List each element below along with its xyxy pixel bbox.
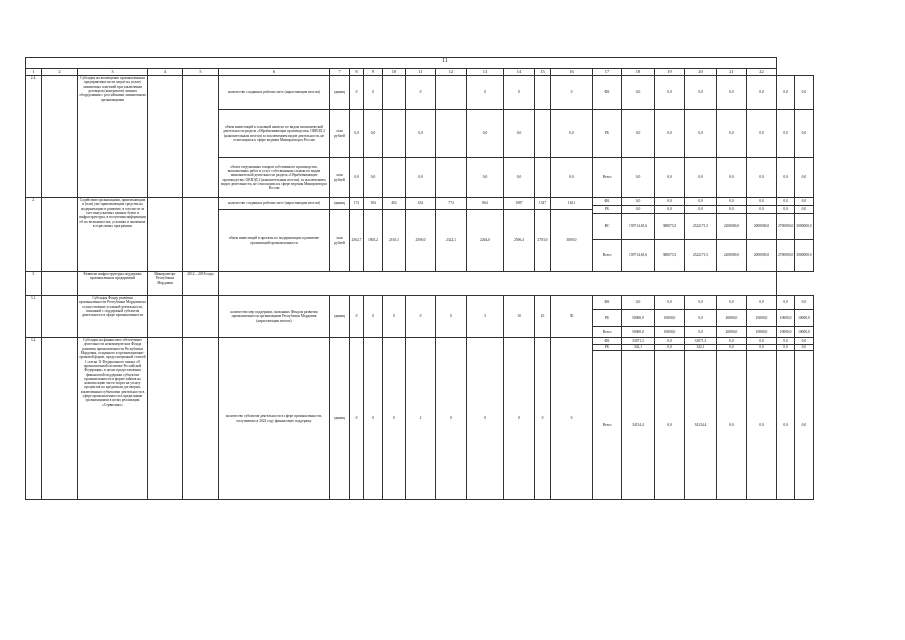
indicator-name: объем инвестиций в проекты по модернизации и развитию организаций промышленности [219, 210, 330, 272]
funding-amount: 0,0 [777, 351, 795, 500]
indicator-value: 0 [504, 338, 535, 500]
indicator-name: количество созданных рабочих мест (нарастающим итогом) [219, 76, 330, 110]
period [183, 296, 219, 338]
indicator-value: 0 [364, 76, 383, 110]
indicator-value [535, 158, 551, 198]
executor [148, 338, 183, 500]
funding-amount: 33071,3 [685, 338, 717, 345]
funding-amount: 0,0 [622, 206, 655, 214]
indicator-value: 1547 [535, 198, 551, 210]
indicator-value: 2703,0 [535, 210, 551, 272]
funding-amount: 0,0 [717, 338, 747, 345]
indicator-value: 0,0 [504, 110, 535, 158]
funding-source: ФБ [593, 338, 622, 345]
funding-amount: 0,0 [747, 338, 777, 345]
funding-amount: 0,0 [685, 110, 717, 158]
indicator-value [383, 110, 406, 158]
funding-amount: 0,0 [685, 327, 717, 338]
indicator-value: 1087 [504, 198, 535, 210]
funding-amount: 0,0 [717, 110, 747, 158]
column-number: 10 [383, 69, 406, 76]
executor [148, 198, 183, 272]
indicator-value: 0,0 [364, 110, 383, 158]
indicator-unit: млн рублей [330, 158, 350, 198]
funding-source: ВС [593, 214, 622, 240]
funding-source: Всего [593, 158, 622, 198]
indicator-value: 0 [406, 296, 436, 338]
funding-source: Всего [593, 240, 622, 272]
column-number: 9 [364, 69, 383, 76]
funding-amount: 0,0 [655, 206, 685, 214]
table-row [26, 296, 814, 310]
funding-amount: 2200000,0 [717, 240, 747, 272]
funding-amount: 0,0 [777, 76, 795, 110]
funding-amount: 0,0 [747, 158, 777, 198]
section-number: 3.2. [26, 338, 42, 500]
funding-source: ФБ [593, 198, 622, 206]
funding-amount: 0,0 [622, 198, 655, 206]
indicator-value: 3000,0 [551, 210, 593, 272]
funding-amount: 159714,65,6 [622, 214, 655, 240]
empty-cell [42, 272, 78, 296]
indicator-name: количество субъектов деятельности в сфере промышленности, получивших в 2022 году финансовую поддержку [219, 338, 330, 500]
funding-amount: 388073,5 [655, 240, 685, 272]
indicator-value: 0 [551, 338, 593, 500]
indicator-value: 0 [551, 76, 593, 110]
indicator-value: 0 [383, 296, 406, 338]
indicator-value: 2506,4 [504, 210, 535, 272]
section-number: 3.1. [26, 296, 42, 338]
indicator-value: 402 [383, 198, 406, 210]
funding-amount: 10000,0 [777, 327, 795, 338]
funding-amount: 2322171,5 [685, 214, 717, 240]
funding-source: РБ [593, 345, 622, 351]
funding-amount: 0,0 [717, 198, 747, 206]
funding-amount: 3000000,0 [795, 214, 813, 240]
funding-amount: 0,0 [622, 76, 655, 110]
funding-amount: 0,0 [777, 198, 795, 206]
indicator-value: 1803,2 [364, 210, 383, 272]
indicator-value: 2506,0 [406, 210, 436, 272]
period [183, 76, 219, 198]
indicator-value: 0,0 [406, 158, 436, 198]
empty-cell [42, 338, 78, 500]
funding-amount: 0,0 [717, 158, 747, 198]
funding-amount: 159714,65,6 [622, 240, 655, 272]
indicator-value: 0 [364, 296, 383, 338]
funding-amount: 0,0 [685, 310, 717, 327]
column-number: 6 [219, 69, 330, 76]
program-table [25, 57, 814, 500]
funding-amount: 0,0 [777, 110, 795, 158]
program-table-sheet [25, 57, 814, 500]
funding-amount: 0,0 [655, 296, 685, 310]
funding-amount: 2322171,5 [685, 240, 717, 272]
funding-amount: 0,0 [795, 338, 813, 345]
funding-amount: 0,0 [795, 76, 813, 110]
indicator-unit: единиц [330, 338, 350, 500]
section-number: 2.4. [26, 76, 42, 198]
column-number: 18 [622, 69, 655, 76]
indicator-value [535, 110, 551, 158]
indicator-value [535, 76, 551, 110]
column-number: 22 [747, 69, 777, 76]
funding-amount: 10000,0 [747, 310, 777, 327]
funding-amount: 0,0 [655, 76, 685, 110]
funding-amount: 0,0 [795, 296, 813, 310]
column-number: 12 [436, 69, 467, 76]
funding-amount: 50000,0 [622, 310, 655, 327]
funding-amount: 0,0 [717, 206, 747, 214]
funding-amount: 2000000,0 [747, 214, 777, 240]
empty-cell [219, 272, 777, 296]
page-header-row [26, 58, 814, 69]
funding-amount: 0,0 [685, 296, 717, 310]
indicator-value: 0 [467, 338, 504, 500]
funding-source: Всего [593, 351, 622, 500]
funding-amount: 0,0 [685, 158, 717, 198]
period [183, 338, 219, 500]
period [183, 198, 219, 272]
funding-amount: 0,0 [795, 351, 813, 500]
funding-amount: 0,0 [795, 110, 813, 158]
funding-amount: 0,0 [777, 158, 795, 198]
funding-source: ФБ [593, 296, 622, 310]
indicator-value: 2322,1 [436, 210, 467, 272]
indicator-unit: млн рублей [330, 210, 350, 272]
indicator-value: 2165,1 [383, 210, 406, 272]
executor [148, 76, 183, 198]
funding-amount: 33071,3 [622, 338, 655, 345]
funding-amount: 0,0 [777, 345, 795, 351]
indicator-value: 0,0 [350, 110, 364, 158]
page-header-cell [26, 58, 777, 69]
funding-amount: 0,0 [795, 158, 813, 198]
indicator-value: 864 [467, 198, 504, 210]
column-number: 8 [350, 69, 364, 76]
indicator-value: 0 [406, 76, 436, 110]
column-number: 15 [535, 69, 551, 76]
funding-source: ФБ [593, 76, 622, 110]
indicator-value: 0,0 [467, 158, 504, 198]
indicator-value [436, 110, 467, 158]
indicator-name: количество мер поддержки, оказанных Фондом развития промышленности организациям Республики Мордовия (нарастающим итогом) [219, 296, 330, 338]
column-number: 14 [504, 69, 535, 76]
indicator-name: объем инвестиций в основной капитал по видам экономической деятельности раздела «Обрабатывающие производства» ОКВЭД 2 (накопительным итогом) за исключением видов деятельности, не относящихся к сфере ведения Минпромторга России [219, 110, 330, 158]
indicator-value: 10 [535, 296, 551, 338]
column-number: 21 [717, 69, 747, 76]
funding-amount: 0,0 [622, 110, 655, 158]
funding-amount: 10000,0 [795, 327, 813, 338]
indicator-unit: единиц [330, 198, 350, 210]
indicator-value: 0,0 [504, 158, 535, 198]
indicator-value: 184 [364, 198, 383, 210]
indicator-value: 0 [350, 338, 364, 500]
indicator-value: 0,0 [406, 110, 436, 158]
funding-amount: 0,0 [777, 296, 795, 310]
indicator-value: 0 [383, 338, 406, 500]
column-number: 5 [183, 69, 219, 76]
funding-amount: 10000,0 [747, 327, 777, 338]
indicator-value: 2 [406, 338, 436, 500]
section-title: Содействие организациям, привлекающим и (или) уже привлекающим средства на модернизацию и развитие, в том числе за счет выпускаемых ценных бумаг и инфраструктуры, в получении информации об их возможностях, условиях и значениях в отраслевых программах [78, 198, 148, 272]
section-title: Субсидии на возмещение промышленным предприятиям части затрат на уплату лизинговых платежей при заключении договоров (контрактов) лизинга оборудования с российскими лизинговыми организациями [78, 76, 148, 198]
funding-amount: 10000,0 [795, 310, 813, 327]
section-title: Субсидия Фонду развития промышленности Республики Мордовия на осуществление уставной деятельности, связанной с поддержкой субъектов деятельности в сфере промышленности [78, 296, 148, 338]
column-number: 1 [26, 69, 42, 76]
funding-amount: 0,0 [655, 351, 685, 500]
indicator-value: 3 [467, 296, 504, 338]
column-number: 17 [593, 69, 622, 76]
funding-amount: 20000,0 [717, 310, 747, 327]
funding-amount: 0,0 [685, 198, 717, 206]
column-number: 13 [467, 69, 504, 76]
funding-amount: 3000000,0 [795, 240, 813, 272]
indicator-value: 774 [436, 198, 467, 210]
indicator-value: 30 [551, 296, 593, 338]
funding-amount: 0,0 [717, 76, 747, 110]
indicator-value: 2264,0 [467, 210, 504, 272]
section-number: 3. [26, 272, 42, 296]
funding-amount: 0,0 [747, 76, 777, 110]
column-number: 3 [78, 69, 148, 76]
column-number: 19 [655, 69, 685, 76]
indicator-value [383, 158, 406, 198]
funding-amount: 0,0 [747, 206, 777, 214]
executor [148, 296, 183, 338]
empty-cell [42, 296, 78, 338]
indicator-name: количество созданных рабочих мест (нарастающим итогом) [219, 198, 330, 210]
funding-source: РБ [593, 206, 622, 214]
indicator-value: 0 [436, 296, 467, 338]
funding-amount: 34134,4 [685, 351, 717, 500]
column-number: 20 [685, 69, 717, 76]
indicator-value: 0 [504, 76, 535, 110]
table-row [26, 338, 814, 345]
indicator-value [436, 158, 467, 198]
indicator-value: 2562,7 [350, 210, 364, 272]
column-number: 2 [42, 69, 78, 76]
funding-amount: 342,1 [622, 345, 655, 351]
indicator-value: 0 [436, 338, 467, 500]
indicator-unit: единиц [330, 296, 350, 338]
funding-amount: 2700000,0 [777, 240, 795, 272]
indicator-value: 0 [350, 296, 364, 338]
column-number-row [26, 69, 814, 76]
funding-amount: 0,0 [685, 206, 717, 214]
funding-amount: 0,0 [795, 345, 813, 351]
section-row [26, 272, 814, 296]
funding-amount: 0,0 [655, 338, 685, 345]
funding-amount: 0,0 [795, 206, 813, 214]
funding-amount: 2200000,0 [717, 214, 747, 240]
indicator-value: 0,0 [551, 110, 593, 158]
indicator-value: 10 [504, 296, 535, 338]
funding-amount: 20000,0 [717, 327, 747, 338]
column-number: 7 [330, 69, 350, 76]
funding-amount: 0,0 [655, 345, 685, 351]
funding-amount: 0,0 [655, 110, 685, 158]
section-title: Развитие инфраструктуры поддержки промышленных предприятий [78, 272, 148, 296]
section-number: 2. [26, 198, 42, 272]
empty-cell [42, 76, 78, 198]
funding-amount: 0,0 [717, 296, 747, 310]
funding-amount: 34134,4 [622, 351, 655, 500]
funding-amount: 388073,5 [655, 214, 685, 240]
indicator-name: объем отгруженных товаров собственного производства, выполненных работ и услуг собственными силами по видам экономической деятельности раздела «Обрабатывающие производства» ОКВЭД 2 (накопительным итогом), за исключением видов деятельности, не относящихся к сфере ведения Минпромторга России [219, 158, 330, 198]
indicator-value: 0,0 [467, 110, 504, 158]
funding-amount: 0,0 [717, 351, 747, 500]
funding-amount: 0,0 [685, 76, 717, 110]
funding-amount: 0,0 [622, 296, 655, 310]
funding-amount: 0,0 [795, 198, 813, 206]
period: 2012 – 2018 годы [183, 272, 219, 296]
funding-amount: 0,0 [717, 345, 747, 351]
funding-amount: 0,0 [747, 345, 777, 351]
column-number: 4 [148, 69, 183, 76]
funding-source: Всего [593, 327, 622, 338]
funding-amount: 0,0 [622, 158, 655, 198]
indicator-value: 172 [350, 198, 364, 210]
funding-amount: 10000,0 [777, 310, 795, 327]
funding-amount: 2000000,0 [747, 240, 777, 272]
funding-amount: 50000,0 [622, 327, 655, 338]
funding-amount: 0,0 [655, 198, 685, 206]
funding-amount: 0,0 [777, 338, 795, 345]
indicator-value: 0,0 [350, 158, 364, 198]
table-row [26, 76, 814, 110]
funding-amount: 2700000,0 [777, 214, 795, 240]
funding-amount: 0,0 [747, 110, 777, 158]
funding-amount: 0,0 [747, 296, 777, 310]
funding-amount: 0,0 [655, 158, 685, 198]
column-number: 11 [406, 69, 436, 76]
funding-source: РБ [593, 310, 622, 327]
indicator-unit: млн рублей [330, 110, 350, 158]
indicator-value: 0 [535, 338, 551, 500]
funding-amount: 0,0 [747, 198, 777, 206]
indicator-unit: единиц [330, 76, 350, 110]
indicator-value: 0,0 [551, 158, 593, 198]
indicator-value [436, 76, 467, 110]
table-row [26, 198, 814, 206]
funding-source: РБ [593, 110, 622, 158]
funding-amount: 342,1 [685, 345, 717, 351]
funding-amount: 10000,0 [655, 310, 685, 327]
indicator-value: 1621 [551, 198, 593, 210]
column-number: 16 [551, 69, 593, 76]
indicator-value: 432 [406, 198, 436, 210]
executor: Минпромторг Республики Мордовия [148, 272, 183, 296]
page-number: 11 [442, 58, 448, 64]
indicator-value: 0,0 [364, 158, 383, 198]
indicator-value: 0 [350, 76, 364, 110]
indicator-value: 0 [467, 76, 504, 110]
funding-amount: 0,0 [747, 351, 777, 500]
indicator-value: 0 [364, 338, 383, 500]
funding-amount: 10000,0 [655, 327, 685, 338]
empty-cell [42, 198, 78, 272]
section-title: Субсидии на финансовое обеспечение деятельности некоммерческих Фонда развития промышленности Республики Мордовия, созданного в организационно-правовой форме, предусмотренной статьей 1 статьи 11 Федерального закона «О промышленной политике Российской Федерации» в целях предоставления финансовой поддержки субъектам промышленности в форме займов на компенсацию части затрат на уплату процентов по кредитным договорам, заключенным субъектами деятельности в сфере промышленности и кредитными организациями в целях реализации «Сервисных» [78, 338, 148, 500]
funding-amount: 0,0 [777, 206, 795, 214]
indicator-value [383, 76, 406, 110]
